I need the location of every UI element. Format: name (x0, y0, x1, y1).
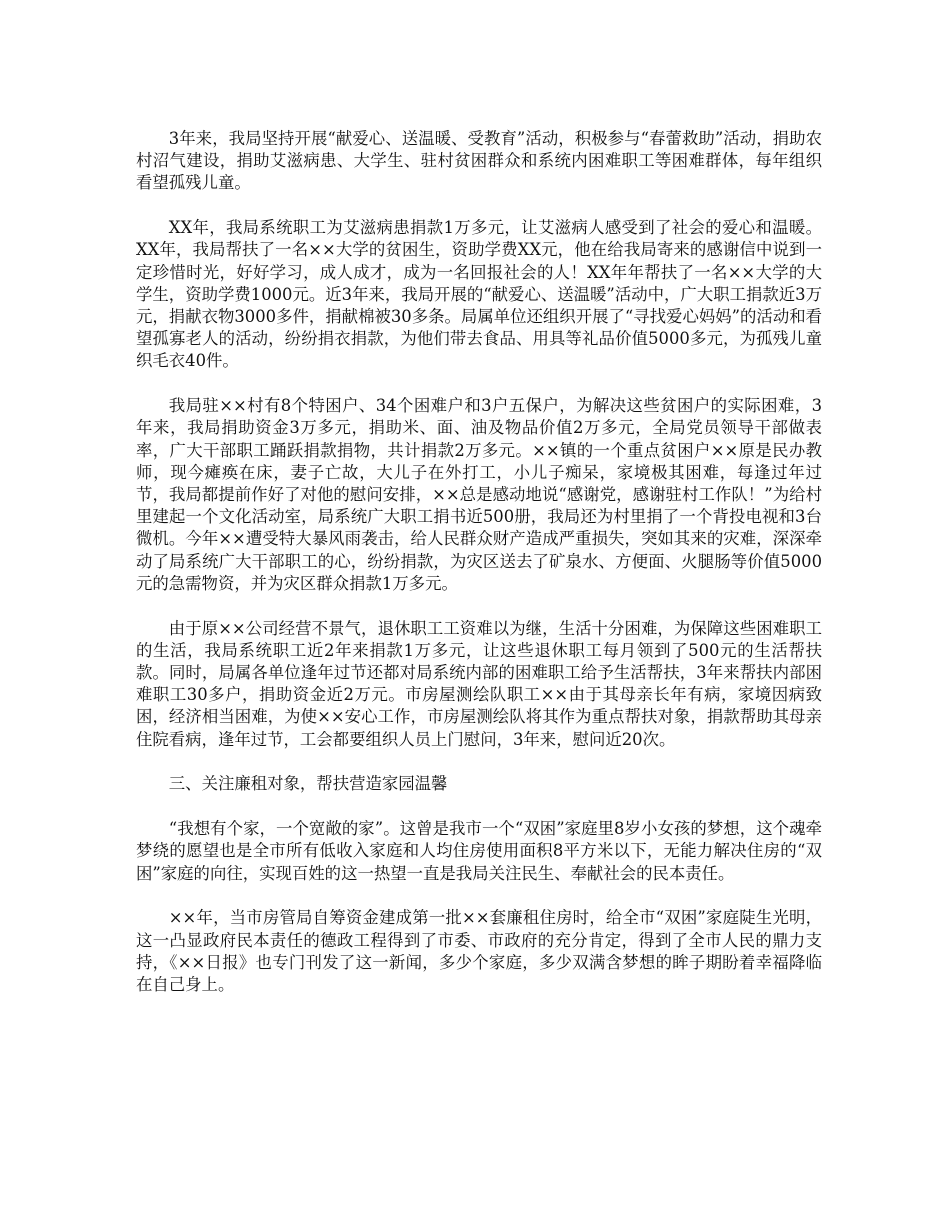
document-page (136, 128, 822, 1019)
paragraph-village-aid: 我局驻××村有8个特困户、34个困难户和3户五保户，为解决这些贫困户的实际困难，3年来，我局捐助资金3万多元，捐助米、面、油及物品价值2万多元，全局党员领导干部做表率，广大干部职工踊跃捐款捐物，共计捐款2万多元。××镇的一个重点贫困户××原是民办教师，现今瘫痪在床，妻子亡故，大儿子在外打工，小儿子痴呆，家境极其困难，每逢过年过节，我局都提前作好了对他的慰问安排，××总是感动地说“感谢党，感谢驻村工作队！”为给村里建起一个文化活动室，局系统广大职工捐书近500册，我局还为村里捐了一个背投电视和3台微机。今年××遭受特大暴风雨袭击，给人民群众财产造成严重损失，突如其来的灾难，深深牵动了局系统广大干部职工的心，纷纷捐款，为灾区送去了矿泉水、方便面、火腿肠等价值5000元的急需物资，并为灾区群众捐款1万多元。 (136, 396, 822, 593)
paragraph-donations-detail: XX年，我局系统职工为艾滋病患捐款1万多元，让艾滋病人感受到了社会的爱心和温暖。XX年，我局帮扶了一名××大学的贫困生，资助学费XX元，他在给我局寄来的感谢信中说到一定珍惜时光，好好学习，成人成才，成为一名回报社会的人！XX年年帮扶了一名××大学的大学生，资助学费1000元。近3年来，我局开展的“献爱心、送温暖”活动中，广大职工捐款近3万元，捐献衣物3000多件，捐献棉被30多条。局属单位还组织开展了“寻找爱心妈妈”的活动和看望孤寡老人的活动，纷纷捐衣捐款，为他们带去食品、用具等礼品价值5000多元，为孤残儿童织毛衣40件。 (136, 218, 822, 371)
paragraph-retiree-aid: 由于原××公司经营不景气，退休职工工资难以为继，生活十分困难，为保障这些困难职工的生活，我局系统职工近2年来捐款1万多元，让这些退休职工每月领到了500元的生活帮扶款。同时，局属各单位逢年过节还都对局系统内部的困难职工给予生活帮扶，3年来帮扶内部困难职工30多户，捐助资金近2万元。市房屋测绘队职工××由于其母亲长年有病，家境因病致困，经济相当困难，为使××安心工作，市房屋测绘队将其作为重点帮扶对象，捐款帮助其母亲住院看病，逢年过节，工会都要组织人员上门慰问，3年来，慰问近20次。 (136, 618, 822, 749)
paragraph-low-rent-housing: ××年，当市房管局自筹资金建成第一批××套廉租住房时，给全市“双困”家庭陡生光明，这一凸显政府民本责任的德政工程得到了市委、市政府的充分肯定，得到了全市人民的鼎力支持，《××日报》也专门刊发了这一新闻，多少个家庭，多少双满含梦想的眸子期盼着幸福降临在自己身上。 (136, 908, 822, 995)
section-heading: 三、关注廉租对象，帮扶营造家园温馨 (168, 774, 448, 794)
paragraph-housing-dream: “我想有个家，一个宽敞的家”。这曾是我市一个“双困”家庭里8岁小女孩的梦想，这个魂牵梦绕的愿望也是全市所有低收入家庭和人均住房使用面积8平方米以下，无能力解决住房的“双困”家庭的向往，实现百姓的这一热望一直是我局关注民生、奉献社会的民本责任。 (136, 819, 822, 883)
paragraph-charity-overview: 3年来，我局坚持开展“献爱心、送温暖、受教育”活动，积极参与“春蕾救助”活动，捐助农村沼气建设，捐助艾滋病患、大学生、驻村贫困群众和系统内困难职工等困难群体，每年组织看望孤残儿童。 (136, 129, 822, 193)
